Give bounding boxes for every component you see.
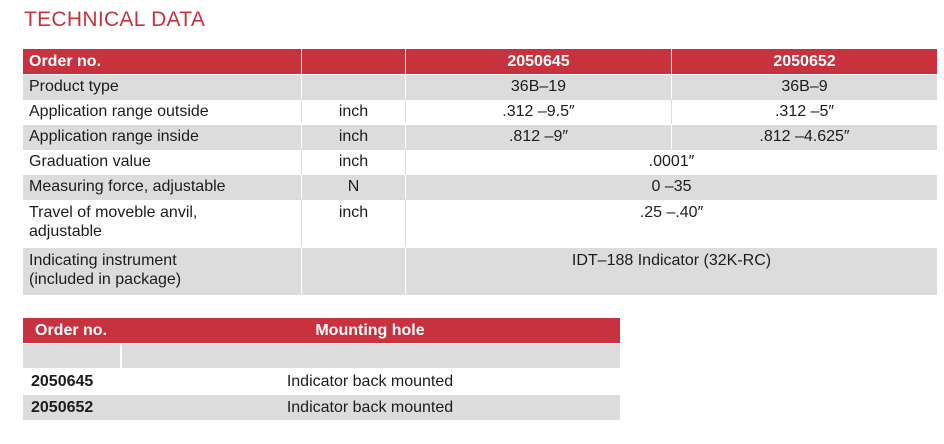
row-label-line-1: Travel of moveble anvil, [29, 204, 198, 221]
mount-blank-row [23, 343, 620, 368]
header-order-no: Order no. [23, 49, 301, 74]
mount-order-no: 2050652 [23, 394, 120, 420]
table-row [23, 394, 620, 420]
header-order-2050645: 2050645 [405, 49, 671, 74]
table-row [23, 74, 937, 99]
row-value-b: .312 –5″ [671, 99, 937, 124]
table-row [23, 368, 620, 394]
mount-order-no: 2050645 [23, 368, 120, 394]
table-row [23, 174, 937, 199]
row-label: Application range inside [23, 124, 301, 149]
row-value-shared: IDT–188 Indicator (32K-RC) [405, 247, 937, 295]
row-label-line-1: Indicating instrument [29, 252, 177, 269]
row-value-a: .312 –9.5″ [405, 99, 671, 124]
table-header-row [23, 49, 937, 74]
table-row [23, 124, 937, 149]
table-row [23, 199, 937, 247]
row-label: Measuring force, adjustable [23, 174, 301, 199]
mount-type: Indicator back mounted [120, 368, 620, 394]
mounting-hole-table [23, 318, 620, 420]
row-label: Graduation value [23, 149, 301, 174]
table-row [23, 247, 937, 295]
header-unit [301, 49, 405, 74]
page-title: TECHNICAL DATA [24, 8, 206, 31]
row-value-a: 36B–19 [405, 74, 671, 99]
header-order-2050652: 2050652 [671, 49, 937, 74]
row-label-line-2: (included in package) [29, 271, 182, 288]
row-unit: inch [301, 199, 405, 247]
row-label: Product type [23, 74, 301, 99]
mount-type: Indicator back mounted [120, 394, 620, 420]
technical-data-table [23, 49, 937, 295]
mount-header-row [23, 318, 620, 343]
table-row [23, 99, 937, 124]
row-value-b: .812 –4.625″ [671, 124, 937, 149]
mount-header-order-no: Order no. [23, 318, 120, 343]
row-unit [301, 74, 405, 99]
row-value-shared: 0 –35 [405, 174, 937, 199]
row-value-b: 36B–9 [671, 74, 937, 99]
row-label-line-2: adjustable [29, 223, 102, 240]
row-unit: inch [301, 99, 405, 124]
row-value-shared: .25 –.40″ [405, 199, 937, 247]
row-label: Application range outside [23, 99, 301, 124]
blank-cell [23, 343, 120, 368]
row-unit: N [301, 174, 405, 199]
row-value-shared: .0001″ [405, 149, 937, 174]
row-unit: inch [301, 149, 405, 174]
row-unit [301, 247, 405, 295]
row-label [23, 199, 301, 247]
blank-cell [120, 343, 620, 368]
row-unit: inch [301, 124, 405, 149]
table-row [23, 149, 937, 174]
row-value-a: .812 –9″ [405, 124, 671, 149]
row-label [23, 247, 301, 295]
mount-header-mounting-hole: Mounting hole [120, 318, 620, 343]
